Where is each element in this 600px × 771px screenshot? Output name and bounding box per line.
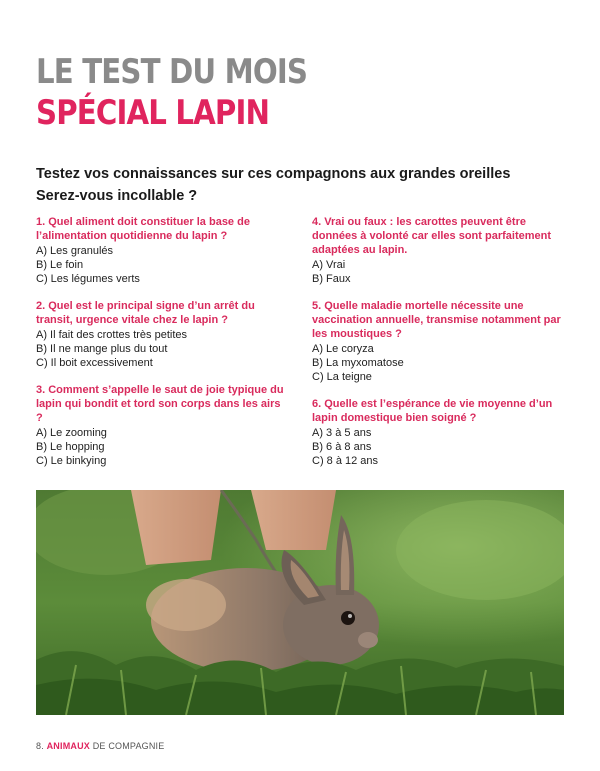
page-title-line2: SPÉCIAL LAPIN — [36, 93, 270, 133]
answer-option: C) Le binkying — [36, 455, 107, 467]
answer-option: A) Le coryza — [312, 343, 374, 355]
answer-option: A) 3 à 5 ans — [312, 427, 372, 439]
question-title: 3. Comment s’appelle le saut de joie typique du lapin qui bondit et tord son corps dans les airs ? — [36, 384, 284, 424]
quiz-column-right — [312, 215, 564, 481]
question-title: 4. Vrai ou faux : les carottes peuvent être données à volonté car elles sont parfaitement adaptées au lapin. — [312, 216, 552, 256]
question-title: 1. Quel aliment doit constituer la base de l’alimentation quotidienne du lapin ? — [36, 216, 250, 242]
answer-option: A) Il fait des crottes très petites — [36, 329, 188, 341]
answer-option: B) La myxomatose — [312, 357, 404, 369]
question-title: 2. Quel est le principal signe d’un arrêt du transit, urgence vitale chez le lapin ? — [36, 300, 255, 326]
page-number: 8. — [36, 741, 44, 751]
page-footer — [36, 741, 164, 751]
intro-line1: Testez vos connaissances sur ces compagnons aux grandes oreilles — [36, 166, 511, 182]
answer-option: C) Les légumes verts — [36, 273, 140, 285]
magazine-name-rest: DE COMPAGNIE — [92, 741, 165, 751]
answer-option: C) Il boit excessivement — [36, 357, 153, 369]
answer-option: B) Il ne mange plus du tout — [36, 343, 168, 355]
question-4 — [312, 215, 564, 286]
question-6 — [312, 397, 564, 468]
question-5 — [312, 299, 564, 384]
question-title: 6. Quelle est l’espérance de vie moyenne d’un lapin domestique bien soigné ? — [312, 398, 553, 424]
intro — [36, 163, 566, 207]
quiz-column-left — [36, 215, 288, 481]
answer-option: B) Le hopping — [36, 441, 105, 453]
question-3 — [36, 383, 288, 468]
question-1 — [36, 215, 288, 286]
answer-option: C) La teigne — [312, 371, 372, 383]
answer-option: B) 6 à 8 ans — [312, 441, 372, 453]
answer-option: B) Faux — [312, 273, 351, 285]
answer-option: A) Le zooming — [36, 427, 107, 439]
rabbit-photo — [36, 490, 564, 715]
magazine-brand: ANIMAUX — [46, 741, 91, 751]
answer-option: C) 8 à 12 ans — [312, 455, 379, 467]
answer-option: B) Le foin — [36, 259, 84, 271]
answer-option: A) Vrai — [312, 259, 346, 271]
intro-line2: Serez-vous incollable ? — [36, 188, 198, 204]
page-title-line1: LE TEST DU MOIS — [36, 52, 308, 92]
question-title: 5. Quelle maladie mortelle nécessite une vaccination annuelle, transmise notamment par les moustiques ? — [312, 300, 561, 340]
answer-option: A) Les granulés — [36, 245, 114, 257]
question-2 — [36, 299, 288, 370]
